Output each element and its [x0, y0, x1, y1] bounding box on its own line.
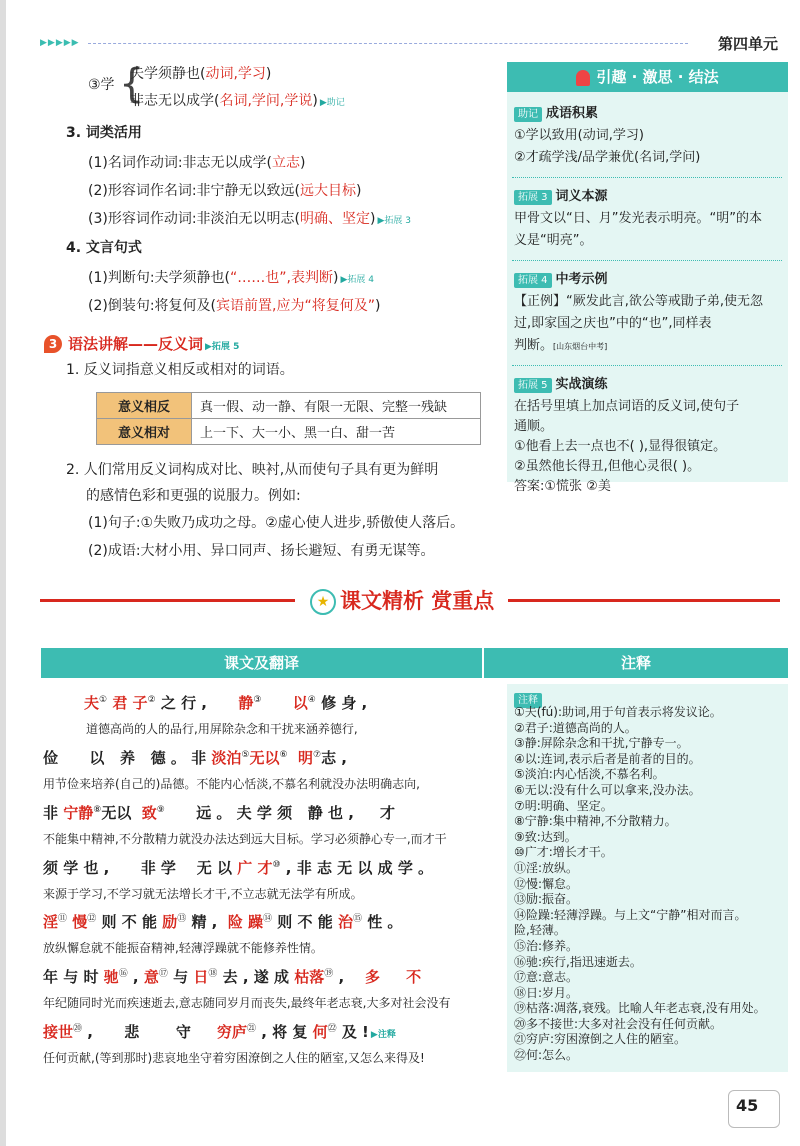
footnote-marker: ⑤ — [241, 750, 250, 760]
right-panel-header — [507, 62, 788, 92]
grammar-p2a: 2. 人们常用反义词构成对比、映衬,从而使句子具有更为鲜明 — [66, 462, 439, 478]
antonym-row-body: 上一下、大一小、黑一白、甜一苦 — [192, 419, 481, 445]
grammar-title — [68, 334, 239, 357]
antonym-row — [97, 393, 481, 419]
note-item: ②君子:道德高尚的人。 — [514, 720, 637, 735]
keyword: 以 — [292, 694, 308, 712]
keyword: 多 不 — [365, 968, 422, 986]
footnote-marker: ⑮ — [352, 914, 362, 924]
keyword: 何 — [312, 1023, 328, 1041]
orig-line-7-runs — [43, 1023, 369, 1041]
cilei-i2-close: ) — [356, 183, 362, 199]
juxing-i2-close: ) — [374, 298, 381, 314]
rp-head: 中考示例 — [555, 272, 608, 287]
trans-line-4: 来源于学习,不学习就无法增长才干,不立志就无法学有所成。 — [43, 887, 363, 901]
orig-line-5 — [43, 908, 402, 933]
text-run: 去 , 遂 成 — [217, 968, 295, 986]
footnote-marker: ⑩ — [272, 860, 281, 870]
text-run: , 将 复 — [255, 1023, 313, 1041]
cilei-i3-note: 明确、坚定 — [300, 211, 371, 227]
note-item: ⑳多不接世:大多对社会没有任何贡献。 — [514, 1016, 723, 1031]
xue-number: ③学 — [88, 77, 115, 93]
section-title-text: 课文精析 赏重点 — [340, 589, 495, 613]
juxing-title: 4. 文言句式 — [66, 240, 142, 256]
unit-title: 第四单元 — [717, 35, 778, 53]
header-arrows: ▶▶▶▶▶ — [40, 38, 80, 48]
text-run: 年 与 时 — [43, 968, 104, 986]
keyword: 静 — [238, 694, 254, 712]
note-item: ㉑穷庐:穷困潦倒之人住的陋室。 — [514, 1032, 687, 1047]
star-icon: ★ — [310, 589, 336, 615]
text-run: 志 , — [321, 749, 347, 767]
orig-line-4 — [43, 854, 433, 879]
xue-line-1 — [130, 64, 271, 84]
text-run: 俭 以 养 德 。 非 — [43, 749, 212, 767]
cilei-item-1 — [88, 153, 305, 173]
rp-tag: 拓展 5 — [514, 378, 552, 393]
footnote-marker: ③ — [253, 695, 262, 705]
note-item: ⑲枯落:凋落,衰残。比喻人年老志衰,没有用处。 — [514, 1001, 766, 1016]
note-item: ⑯驰:疾行,指迅速逝去。 — [514, 954, 642, 969]
text-run: 非 — [43, 804, 64, 822]
rp-block-3-head — [514, 270, 608, 290]
trans-line-3: 不能集中精神,不分散精力就没办法达到远大目标。学习必须静心专一,而才干 — [43, 832, 447, 846]
trans-line-7: 任何贡献,(等到那时)悲哀地坐守着穷困潦倒之人住的陋室,又怎么来得及! — [43, 1051, 425, 1065]
rp-block-2-head — [514, 187, 608, 207]
rp-tag: 拓展 3 — [514, 190, 552, 205]
xue-line-2 — [130, 91, 345, 113]
note-item: ⑨致:达到。 — [514, 829, 577, 844]
trans-line-6: 年纪随同时光而疾速逝去,意志随同岁月而丧失,最终年老志衰,大多对社会没有 — [43, 996, 451, 1010]
antonym-row-head: 意义相对 — [97, 419, 192, 445]
footnote-marker: ⑳ — [73, 1024, 83, 1034]
xue-l1-text: 夫学须静也( — [130, 66, 206, 82]
cilei-item-2 — [88, 181, 361, 201]
footnote-marker: ⑱ — [208, 969, 218, 979]
text-run: 之 行 , — [155, 694, 239, 712]
rp-block-1-head — [514, 104, 598, 124]
footnote-marker: ① — [99, 695, 108, 705]
xue-l2-note: 名词,学问,学说 — [219, 93, 313, 109]
footnote-marker: ⑬ — [177, 914, 187, 924]
cilei-i1-text: (1)名词作动词:非志无以成学( — [88, 155, 273, 171]
text-run: 则 不 能 — [272, 913, 338, 931]
keyword: 君 子 — [112, 694, 148, 712]
juxing-item-1 — [88, 268, 374, 290]
note-item: ①夫(fú):助词,用于句首表示将发议论。 — [514, 705, 722, 719]
juxing-i1-close: ) — [332, 270, 339, 286]
footnote-marker: ④ — [307, 695, 316, 705]
note-item: ⑪淫:放纵。 — [514, 860, 579, 875]
text-run: 精 , — [186, 913, 228, 931]
rp-b4-l4: ②虽然他长得丑,但他心灵很( )。 — [514, 459, 701, 474]
note-item: ⑤淡泊:内心恬淡,不慕名利。 — [514, 767, 665, 782]
page-edge — [0, 0, 6, 1146]
footnote-marker: ⑲ — [324, 969, 334, 979]
text-run — [288, 749, 298, 767]
rp-block-4-head — [514, 375, 608, 395]
footnote-marker: ⑨ — [156, 805, 165, 815]
rp-b2-l2: 义是“明亮”。 — [514, 233, 593, 248]
antonym-row-head: 意义相反 — [97, 393, 192, 419]
notes-list — [514, 705, 766, 1064]
note-item: ③静:屏除杂念和干扰,宁静专一。 — [514, 736, 689, 751]
footnote-marker: ⑧ — [93, 805, 102, 815]
rp-b3-l3 — [514, 336, 607, 357]
juxing-i2-note: 宾语前置,应为“将复何及” — [216, 298, 375, 314]
keyword: 宁静 — [63, 804, 94, 822]
antonym-table — [96, 392, 481, 445]
text-run — [261, 694, 292, 712]
antonym-row-body: 真一假、动一静、有限一无限、完整一残缺 — [192, 393, 481, 419]
keyword: 慢 — [72, 913, 88, 931]
rp-tag: 拓展 4 — [514, 273, 552, 288]
footnote-marker: ⑯ — [118, 969, 128, 979]
rp-head: 成语积累 — [546, 106, 599, 121]
keyword: 淡泊 — [211, 749, 242, 767]
text-run: 修 身 , — [315, 694, 368, 712]
keyword: 治 — [337, 913, 353, 931]
xue-l1-note: 动词,学习 — [205, 66, 266, 82]
keyword: 淫 — [43, 913, 59, 931]
cilei-i1-note: 立志 — [272, 155, 301, 171]
grammar-p1: 1. 反义词指意义相反或相对的词语。 — [66, 362, 294, 378]
header-line — [88, 43, 688, 44]
rp-b4-l2: 通顺。 — [514, 419, 554, 434]
note-item: ⑦明:明确、坚定。 — [514, 798, 613, 813]
note-item: ⑰意:意志。 — [514, 970, 579, 985]
xue-l1-close: ) — [265, 66, 272, 82]
teacher-icon — [576, 70, 590, 86]
xue-brace: { — [119, 61, 145, 107]
footnote-marker: ㉑ — [246, 1024, 256, 1034]
cilei-i2-text: (2)形容词作名词:非宁静无以致远( — [88, 183, 301, 199]
text-run: 性 。 — [361, 913, 403, 931]
rp-b3-l2: 过,即家国之庆也”中的“也”,同样表 — [514, 316, 712, 331]
text-run: 远 。 夫 学 须 静 也 , 才 — [164, 804, 396, 822]
orig-line-7 — [43, 1018, 396, 1046]
grammar-ex2: (2)成语:大材小用、异口同声、扬长避短、有勇无谋等。 — [88, 543, 435, 559]
keyword: 无以 — [249, 749, 280, 767]
text-run: 与 — [167, 968, 194, 986]
notes-tag-label: 注释 — [514, 693, 542, 708]
keyword: 意 — [143, 968, 159, 986]
rp-b3-l1: 【正例】“厥发此言,欲公等戒勖子弟,使无忽 — [514, 294, 763, 309]
keyword: 险 躁 — [227, 913, 264, 931]
juxing-i2-text: (2)倒装句:将复何及( — [88, 298, 217, 314]
orig-line-2 — [43, 744, 347, 769]
orig-line-6 — [43, 963, 421, 988]
footnote-marker: ⑥ — [279, 750, 288, 760]
rp-b4-l1: 在括号里填上加点词语的反义词,使句子 — [514, 399, 740, 414]
antonym-row — [97, 419, 481, 445]
grammar-title-text: 语法讲解——反义词 — [68, 335, 204, 353]
text-run: , 非 志 无 以 成 学 。 — [280, 859, 434, 877]
footnote-marker: ② — [147, 695, 156, 705]
rp-divider — [512, 177, 782, 178]
trans-line-1: 道德高尚的人的品行,用屏除杂念和干扰来涵养德行, — [86, 722, 358, 736]
cilei-tag[interactable]: ▶拓展 3 — [377, 216, 411, 226]
footnote-marker: ⑪ — [58, 914, 68, 924]
cilei-i1-close: ) — [300, 155, 306, 171]
text-run: , — [333, 968, 366, 986]
juxing-i1-text: (1)判断句:夫学须静也( — [88, 270, 231, 286]
keyword: 接世 — [43, 1023, 74, 1041]
rp-b4-l5: 答案:①慌张 ②美 — [514, 479, 611, 494]
text-run: 及 ! — [336, 1023, 369, 1041]
keyword: 驰 — [103, 968, 119, 986]
grammar-number-badge: 3 — [44, 335, 62, 353]
text-column-header: 课文及翻译 — [41, 648, 482, 678]
notes-column-header: 注释 — [484, 648, 788, 678]
footnote-marker: ⑫ — [87, 914, 97, 924]
rp-b3-source: [山东烟台中考] — [553, 342, 608, 351]
footnote-marker: ⑰ — [158, 969, 168, 979]
xue-l2-text: 非志无以成学( — [130, 93, 220, 109]
keyword: 穷庐 — [216, 1023, 247, 1041]
rp-b3-l3-text: 判断。 — [514, 338, 554, 353]
juxing-item-2 — [88, 296, 380, 316]
note-item: ④以:连词,表示后者是前者的目的。 — [514, 751, 701, 766]
note-item: ⑮治:修养。 — [514, 938, 579, 953]
note-item: ⑱日:岁月。 — [514, 985, 579, 1000]
note-item: ⑩广才:增长才干。 — [514, 845, 613, 860]
grammar-ex1: (1)句子:①失败乃成功之母。②虚心使人进步,骄傲使人落后。 — [88, 515, 465, 531]
note-item: 险,轻薄。 — [514, 923, 566, 938]
juxing-tag[interactable]: ▶拓展 4 — [340, 275, 374, 285]
right-panel-title: 引趣 · 激思 · 结法 — [596, 68, 719, 86]
rp-b4-l3: ①他看上去一点也不( ),显得很镇定。 — [514, 439, 727, 454]
cilei-i3-text: (3)形容词作动词:非淡泊无以明志( — [88, 211, 301, 227]
footnote-marker: ⑦ — [313, 750, 322, 760]
juxing-i1-note: “……也”,表判断 — [230, 270, 333, 286]
xue-l2-close: ) — [312, 93, 318, 109]
page-number: 45 — [736, 1096, 759, 1115]
orig-line-7-tag[interactable]: ▶注释 — [370, 1030, 396, 1040]
trans-line-2: 用节俭来培养(自己的)品德。不能内心恬淡,不慕名利就没办法明确志向, — [43, 777, 420, 791]
text-run: , — [127, 968, 144, 986]
text-run: 须 学 也 , 非 学 无 以 — [43, 859, 238, 877]
text-run: 无以 — [101, 804, 142, 822]
rp-divider — [512, 260, 782, 261]
rp-divider — [512, 365, 782, 366]
orig-line-3 — [43, 799, 395, 824]
footnote-marker: ㉒ — [327, 1024, 337, 1034]
cilei-i3-close: ) — [370, 211, 376, 227]
rp-head: 实战演练 — [555, 377, 608, 392]
keyword: 致 — [141, 804, 157, 822]
keyword: 夫 — [84, 694, 100, 712]
section-title — [310, 585, 494, 615]
rp-b1-l1: ①学以致用(动词,学习) — [514, 128, 644, 143]
note-item: ⑫慢:懈怠。 — [514, 876, 579, 891]
text-run: 则 不 能 — [96, 913, 163, 931]
note-item: ⑥无以:没有什么可以拿来,没办法。 — [514, 782, 701, 797]
keyword: 枯落 — [294, 968, 325, 986]
section-bar-right — [508, 599, 780, 602]
cilei-title: 3. 词类活用 — [66, 125, 142, 141]
section-bar-left — [40, 599, 295, 602]
footnote-marker: ⑭ — [263, 914, 273, 924]
keyword: 明 — [297, 749, 313, 767]
note-item: ⑧宁静:集中精神,不分散精力。 — [514, 814, 677, 829]
keyword: 广 才 — [237, 859, 273, 877]
rp-b2-l1: 甲骨文以“日、月”发光表示明亮。“明”的本 — [514, 211, 762, 226]
trans-line-5: 放纵懈怠就不能振奋精神,轻薄浮躁就不能修养性情。 — [43, 941, 323, 955]
cilei-i2-note: 远大目标 — [300, 183, 357, 199]
cilei-item-3 — [88, 209, 411, 231]
rp-head: 词义本源 — [555, 189, 608, 204]
rp-tag: 助记 — [514, 107, 542, 122]
orig-line-1 — [84, 689, 367, 714]
keyword: 励 — [162, 913, 178, 931]
note-item: ㉒何:怎么。 — [514, 1048, 579, 1063]
text-run: , 悲 守 — [82, 1023, 217, 1041]
keyword: 日 — [193, 968, 209, 986]
rp-b1-l2: ②才疏学浅/品学兼优(名词,学问) — [514, 150, 701, 165]
note-item: ⑭险躁:轻薄浮躁。与上文“宁静”相对而言。 — [514, 907, 747, 922]
note-item: ⑬励:振奋。 — [514, 892, 579, 907]
grammar-tag[interactable]: ▶拓展 5 — [205, 342, 240, 352]
grammar-p2b: 的感情色彩和更强的说服力。例如: — [86, 488, 301, 504]
xue-tag[interactable]: ▶助记 — [319, 98, 345, 108]
